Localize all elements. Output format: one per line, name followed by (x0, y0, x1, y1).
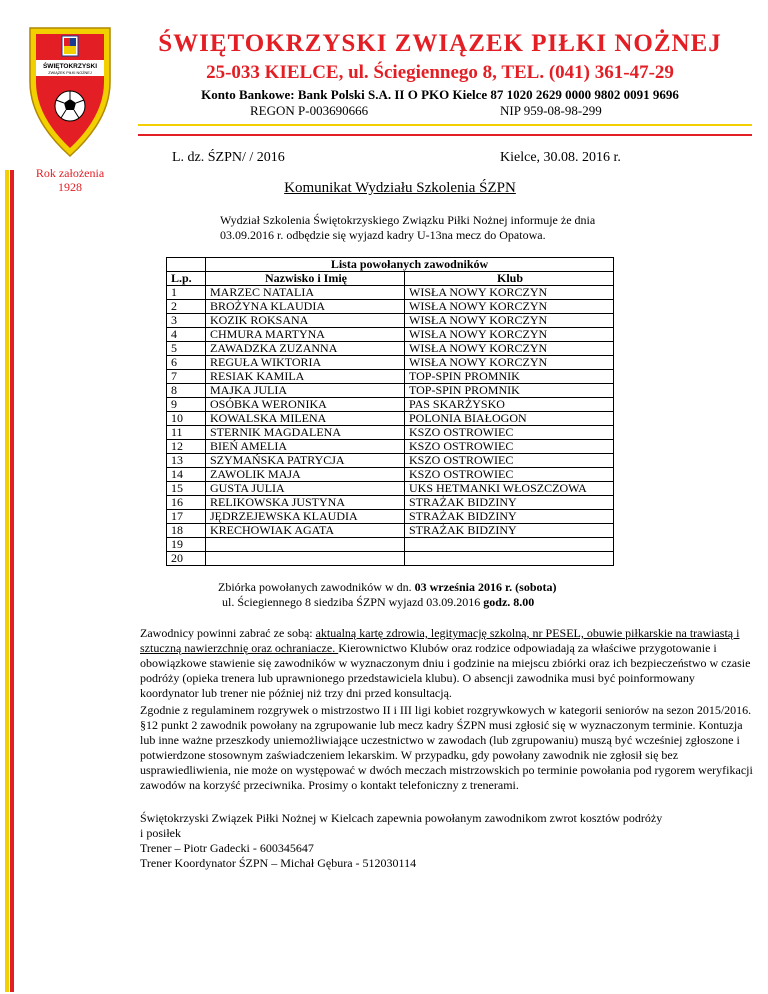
cell-player-name: ZAWADZKA ZUZANNA (206, 342, 405, 356)
table-row (167, 384, 614, 398)
founded-note (20, 166, 120, 194)
organization-title: ŚWIĘTOKRZYSKI ZWIĄZEK PIŁKI NOŻNEJ (158, 30, 722, 57)
left-stripe-yellow (5, 170, 9, 992)
cell-lp: 7 (167, 370, 206, 384)
table-row (167, 300, 614, 314)
table-row (167, 342, 614, 356)
cell-club: KSZO OSTROWIEC (405, 426, 614, 440)
cell-player-name (206, 538, 405, 552)
cell-club: WISŁA NOWY KORCZYN (405, 314, 614, 328)
col-header-club: Klub (405, 272, 614, 286)
header-divider-red (138, 134, 752, 136)
cell-club: TOP-SPIN PROMNIK (405, 384, 614, 398)
table-row (167, 468, 614, 482)
reference-number: L. dz. ŚZPN/ / 2016 (172, 150, 285, 165)
cell-lp: 12 (167, 440, 206, 454)
cell-club: WISŁA NOWY KORCZYN (405, 328, 614, 342)
table-row (167, 440, 614, 454)
table-row (167, 482, 614, 496)
cell-club: STRAŻAK BIDZINY (405, 496, 614, 510)
cell-lp: 1 (167, 286, 206, 300)
cell-lp: 9 (167, 398, 206, 412)
roster-table (166, 257, 614, 566)
cell-player-name: MAJKA JULIA (206, 384, 405, 398)
cell-lp: 18 (167, 524, 206, 538)
cell-club: UKS HETMANKI WŁOSZCZOWA (405, 482, 614, 496)
regon: REGON P-003690666 (250, 103, 369, 118)
table-row (167, 454, 614, 468)
roster-header-row (167, 272, 614, 286)
cell-player-name: OSÓBKA WERONIKA (206, 398, 405, 412)
table-row (167, 510, 614, 524)
table-row (167, 552, 614, 566)
cell-player-name: STERNIK MAGDALENA (206, 426, 405, 440)
cell-player-name: SZYMAŃSKA PATRYCJA (206, 454, 405, 468)
cell-lp: 17 (167, 510, 206, 524)
cell-club: PAS SKARŻYSKO (405, 398, 614, 412)
coordinator-contact: Trener Koordynator ŚZPN – Michał Gębura - 512030114 (140, 856, 417, 870)
founded-year: 1928 (58, 180, 82, 194)
cell-club: WISŁA NOWY KORCZYN (405, 356, 614, 370)
table-row (167, 524, 614, 538)
cell-player-name: BROŻYNA KLAUDIA (206, 300, 405, 314)
cell-club: WISŁA NOWY KORCZYN (405, 286, 614, 300)
table-row (167, 496, 614, 510)
cell-lp: 16 (167, 496, 206, 510)
header-divider-yellow (138, 124, 752, 126)
cell-club: KSZO OSTROWIEC (405, 468, 614, 482)
cell-club: TOP-SPIN PROMNIK (405, 370, 614, 384)
cell-player-name: CHMURA MARTYNA (206, 328, 405, 342)
svg-text:ZWIĄZEK PIŁKI NOŻNEJ: ZWIĄZEK PIŁKI NOŻNEJ (48, 71, 92, 75)
cell-lp: 3 (167, 314, 206, 328)
cell-player-name: BIEŃ AMELIA (206, 440, 405, 454)
cell-club: KSZO OSTROWIEC (405, 440, 614, 454)
intro-text: Wydział Szkolenia Świętokrzyskiego Związku Piłki Nożnej informuje że dnia 03.09.2016 r. odbędzie się wyjazd kadry U-13na mecz do Opatowa. (220, 213, 596, 242)
col-header-lp: L.p. (167, 272, 206, 286)
cell-player-name (206, 552, 405, 566)
table-row (167, 356, 614, 370)
regulations-paragraph: Zgodnie z regulaminem rozgrywek o mistrzostwo II i III ligi kobiet rozgrywkowych w kategorii seniorów na sezon 2015/2016. §12 punkt 2 zawodnik powołany na zgrupowanie lub mecz kadry ŚZPN musi zgłosić się w wyznaczonym terminie. Kontuzja lub inne ważne przeszkody uniemożliwiające uczestnictwo w zawodach (lub zgrupowaniu) muszą być wcześniej zgłoszone i potwierdzone stosownym zaświadczeniem lekarskim. W przypadku, gdy powołany zawodnik nie zgłosił się bez usprawiedliwienia, nie może on występować w dwóch meczach mistrzowskich po terminie powołania pod rygorem weryfikacji zawodów na korzyść przeciwnika. Prosimy o kontakt telefoniczny z trenerami. (140, 703, 753, 792)
cell-lp: 11 (167, 426, 206, 440)
cell-lp: 2 (167, 300, 206, 314)
closing-paragraph: Świętokrzyski Związek Piłki Nożnej w Kielcach zapewnia powołanym zawodnikom zwrot kosztów podróży i posiłek Trener – Piotr Gadecki - 600345647 Trener Koordynator ŚZPN – Michał Gębura - 512030114 (140, 811, 755, 871)
cell-lp: 15 (167, 482, 206, 496)
table-row (167, 426, 614, 440)
assembly-line-1: Zbiórka powołanych zawodników w dn. 03 września 2016 r. (sobota) (218, 580, 557, 594)
assembly-line-2: ul. Ściegiennego 8 siedziba ŚZPN wyjazd 03.09.2016 godz. 8.00 (222, 595, 535, 609)
table-row (167, 538, 614, 552)
cell-lp: 4 (167, 328, 206, 342)
cell-club: STRAŻAK BIDZINY (405, 524, 614, 538)
address-line: 25-033 KIELCE, ul. Ściegiennego 8, TEL. (041) 361-47-29 (206, 62, 674, 83)
table-row (167, 398, 614, 412)
equipment-paragraph: Zawodnicy powinni zabrać ze sobą: aktualną kartę zdrowia, legitymację szkolną, nr PESEL, obuwie piłkarskie na trawiastą i sztuczną nawierzchnię oraz ochraniacze. Kierownictwo Klubów oraz rodzice odpowiadają za właściwe przygotowanie i obowiązkowe stawienie się zawodników w wyznaczonym dniu i godzinie na miejscu zbiórki oraz ich bezpieczeństwo w czasie podróży (opieka trenera lub uprawnionego przedstawiciela klubu). O absencji zawodnika musi być poinformowany koordynator lub trener nie później niż trzy dni przed konsultacją. (140, 626, 751, 700)
table-row (167, 370, 614, 384)
cell-club: WISŁA NOWY KORCZYN (405, 342, 614, 356)
cell-player-name: KRECHOWIAK AGATA (206, 524, 405, 538)
founded-label: Rok założenia (35, 166, 105, 180)
cell-player-name: RELIKOWSKA JUSTYNA (206, 496, 405, 510)
cell-player-name: JĘDRZEJEWSKA KLAUDIA (206, 510, 405, 524)
letter-date: Kielce, 30.08. 2016 r. (500, 150, 621, 165)
cell-player-name: GUSTA JULIA (206, 482, 405, 496)
cell-lp: 20 (167, 552, 206, 566)
cell-lp: 5 (167, 342, 206, 356)
cell-lp: 14 (167, 468, 206, 482)
table-row (167, 328, 614, 342)
table-row (167, 412, 614, 426)
cell-club: POLONIA BIAŁOGON (405, 412, 614, 426)
table-row (167, 286, 614, 300)
cell-club: KSZO OSTROWIEC (405, 454, 614, 468)
letter-subject: Komunikat Wydziału Szkolenia ŚZPN (284, 180, 516, 196)
cell-club (405, 552, 614, 566)
svg-text:ŚWIĘTOKRZYSKI: ŚWIĘTOKRZYSKI (42, 63, 98, 70)
coach-contact: Trener – Piotr Gadecki - 600345647 (140, 841, 314, 855)
cell-club: WISŁA NOWY KORCZYN (405, 300, 614, 314)
cell-lp: 13 (167, 454, 206, 468)
bank-account: Konto Bankowe: Bank Polski S.A. II O PKO Kielce 87 1020 2629 0000 9802 0091 9696 (201, 87, 679, 102)
cell-player-name: MARZEC NATALIA (206, 286, 405, 300)
table-row (167, 314, 614, 328)
col-header-name: Nazwisko i Imię (206, 272, 405, 286)
roster-body (167, 286, 614, 566)
cell-club (405, 538, 614, 552)
cell-player-name: KOWALSKA MILENA (206, 412, 405, 426)
cell-player-name: KOZIK ROKSANA (206, 314, 405, 328)
cell-player-name: REGUŁA WIKTORIA (206, 356, 405, 370)
cell-player-name: RESIAK KAMILA (206, 370, 405, 384)
nip: NIP 959-08-98-299 (500, 103, 602, 118)
cell-lp: 10 (167, 412, 206, 426)
cell-player-name: ZAWOLIK MAJA (206, 468, 405, 482)
cell-club: STRAŻAK BIDZINY (405, 510, 614, 524)
roster-caption: Lista powołanych zawodników (206, 258, 614, 272)
szpn-logo (26, 22, 114, 160)
cell-lp: 8 (167, 384, 206, 398)
cell-lp: 19 (167, 538, 206, 552)
cell-lp: 6 (167, 356, 206, 370)
left-stripe-red (10, 170, 14, 992)
